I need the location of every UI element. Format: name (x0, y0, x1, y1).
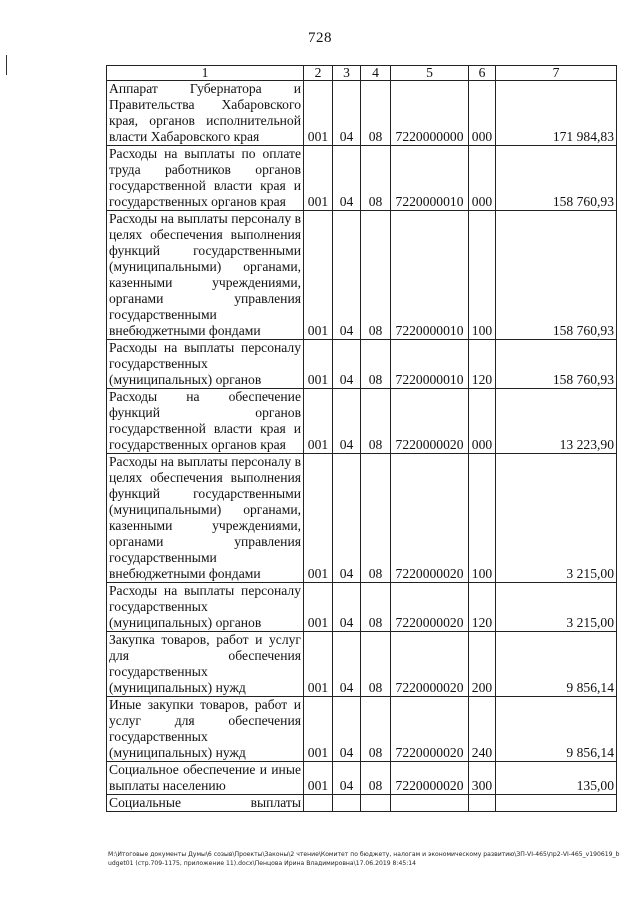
row-amount: 9 856,14 (496, 697, 617, 762)
margin-mark (6, 55, 7, 75)
row-name: Расходы на выплаты персоналу государственных (муниципальных) органов (107, 340, 304, 389)
table-row (107, 211, 617, 340)
table-row (107, 454, 617, 583)
row-target-article: 7220000020 (391, 697, 469, 762)
row-subsection-code: 08 (361, 211, 391, 340)
row-ministry-code: 001 (304, 632, 333, 697)
row-subsection-code: 08 (361, 632, 391, 697)
table-row (107, 146, 617, 211)
table-row (107, 81, 617, 146)
row-name: Расходы на выплаты персоналу в целях обеспечения выполнения функций государственными (муниципальными) органами, казенными учреждениями, органами управления государственными внебюджетными фондами (107, 211, 304, 340)
row-amount: 171 984,83 (496, 81, 617, 146)
row-section-code: 04 (333, 583, 361, 632)
row-amount: 3 215,00 (496, 454, 617, 583)
row-ministry-code: 001 (304, 211, 333, 340)
row-name: Аппарат Губернатора и Правительства Хабаровского края, органов исполнительной власти Хабаровского края (107, 81, 304, 146)
row-name: Иные закупки товаров, работ и услуг для обеспечения государственных (муниципальных) нужд (107, 697, 304, 762)
row-expense-type: 240 (469, 697, 496, 762)
row-amount: 135,00 (496, 762, 617, 795)
row-subsection-code: 08 (361, 583, 391, 632)
header-col-3: 3 (333, 66, 361, 81)
row-ministry-code: 001 (304, 697, 333, 762)
row-name: Закупка товаров, работ и услуг для обеспечения государственных (муниципальных) нужд (107, 632, 304, 697)
row-subsection-code: 08 (361, 762, 391, 795)
row-section-code: 04 (333, 762, 361, 795)
row-target-article: 7220000000 (391, 81, 469, 146)
header-col-4: 4 (361, 66, 391, 81)
row-expense-type: 300 (469, 762, 496, 795)
row-ministry-code: 001 (304, 389, 333, 454)
row-amount: 3 215,00 (496, 583, 617, 632)
row-subsection-code: 08 (361, 340, 391, 389)
header-col-6: 6 (469, 66, 496, 81)
row-section-code: 04 (333, 632, 361, 697)
row-target-article: 7220000020 (391, 583, 469, 632)
row-expense-type: 120 (469, 583, 496, 632)
header-row (107, 66, 617, 81)
row-target-article: 7220000020 (391, 389, 469, 454)
row-amount: 9 856,14 (496, 632, 617, 697)
row-section-code: 04 (333, 81, 361, 146)
row-section-code: 04 (333, 211, 361, 340)
row-expense-type: 200 (469, 632, 496, 697)
row-section-code: 04 (333, 146, 361, 211)
row-subsection-code: 08 (361, 697, 391, 762)
row-expense-type: 000 (469, 146, 496, 211)
row-name: Социальные выплаты (107, 795, 304, 812)
header-col-2: 2 (304, 66, 333, 81)
row-section-code (333, 795, 361, 812)
row-target-article: 7220000020 (391, 762, 469, 795)
table-row (107, 389, 617, 454)
row-ministry-code: 001 (304, 340, 333, 389)
row-expense-type: 000 (469, 81, 496, 146)
row-ministry-code: 001 (304, 583, 333, 632)
row-amount (496, 795, 617, 812)
row-subsection-code: 08 (361, 81, 391, 146)
row-name: Расходы на выплаты персоналу в целях обеспечения выполнения функций государственными (муниципальными) органами, казенными учреждениями, органами управления государственными внебюджетными фондами (107, 454, 304, 583)
row-subsection-code: 08 (361, 454, 391, 583)
row-section-code: 04 (333, 454, 361, 583)
row-target-article (391, 795, 469, 812)
row-ministry-code (304, 795, 333, 812)
row-expense-type: 100 (469, 211, 496, 340)
table-row (107, 583, 617, 632)
row-section-code: 04 (333, 389, 361, 454)
row-ministry-code: 001 (304, 454, 333, 583)
row-name: Расходы на выплаты персоналу государственных (муниципальных) органов (107, 583, 304, 632)
row-amount: 13 223,90 (496, 389, 617, 454)
row-amount: 158 760,93 (496, 146, 617, 211)
row-ministry-code: 001 (304, 146, 333, 211)
header-col-5: 5 (391, 66, 469, 81)
row-target-article: 7220000010 (391, 211, 469, 340)
row-target-article: 7220000020 (391, 632, 469, 697)
table-row (107, 632, 617, 697)
row-expense-type: 000 (469, 389, 496, 454)
row-ministry-code: 001 (304, 762, 333, 795)
table-row (107, 762, 617, 795)
header-col-7: 7 (496, 66, 617, 81)
row-expense-type (469, 795, 496, 812)
row-section-code: 04 (333, 340, 361, 389)
row-amount: 158 760,93 (496, 211, 617, 340)
footer-file-path: M:\Итоговые документы Думы\6 созыв\Проекты\Законы\2 чтение\Комитет по бюджету, налогам и экономическому развитию\ЗП-VI-465\пр2-VI-465_v190619_budget01 (стр.709-1175, приложение 11).docx\Пенцова Ирина Владимировна\17.06.2019 8:45:14 (108, 851, 620, 867)
row-amount: 158 760,93 (496, 340, 617, 389)
row-name: Социальное обеспечение и иные выплаты населению (107, 762, 304, 795)
row-name: Расходы на выплаты по оплате труда работников органов государственной власти края и государственных органов края (107, 146, 304, 211)
row-target-article: 7220000010 (391, 146, 469, 211)
row-subsection-code (361, 795, 391, 812)
row-subsection-code: 08 (361, 146, 391, 211)
row-ministry-code: 001 (304, 81, 333, 146)
header-col-1: 1 (107, 66, 304, 81)
table-row (107, 340, 617, 389)
table-row (107, 697, 617, 762)
row-expense-type: 120 (469, 340, 496, 389)
row-name: Расходы на обеспечение функций органов государственной власти края и государственных органов края (107, 389, 304, 454)
row-subsection-code: 08 (361, 389, 391, 454)
row-section-code: 04 (333, 697, 361, 762)
page-number: 728 (308, 30, 332, 46)
budget-table (106, 65, 617, 812)
table-row (107, 795, 617, 812)
row-target-article: 7220000010 (391, 340, 469, 389)
row-expense-type: 100 (469, 454, 496, 583)
row-target-article: 7220000020 (391, 454, 469, 583)
